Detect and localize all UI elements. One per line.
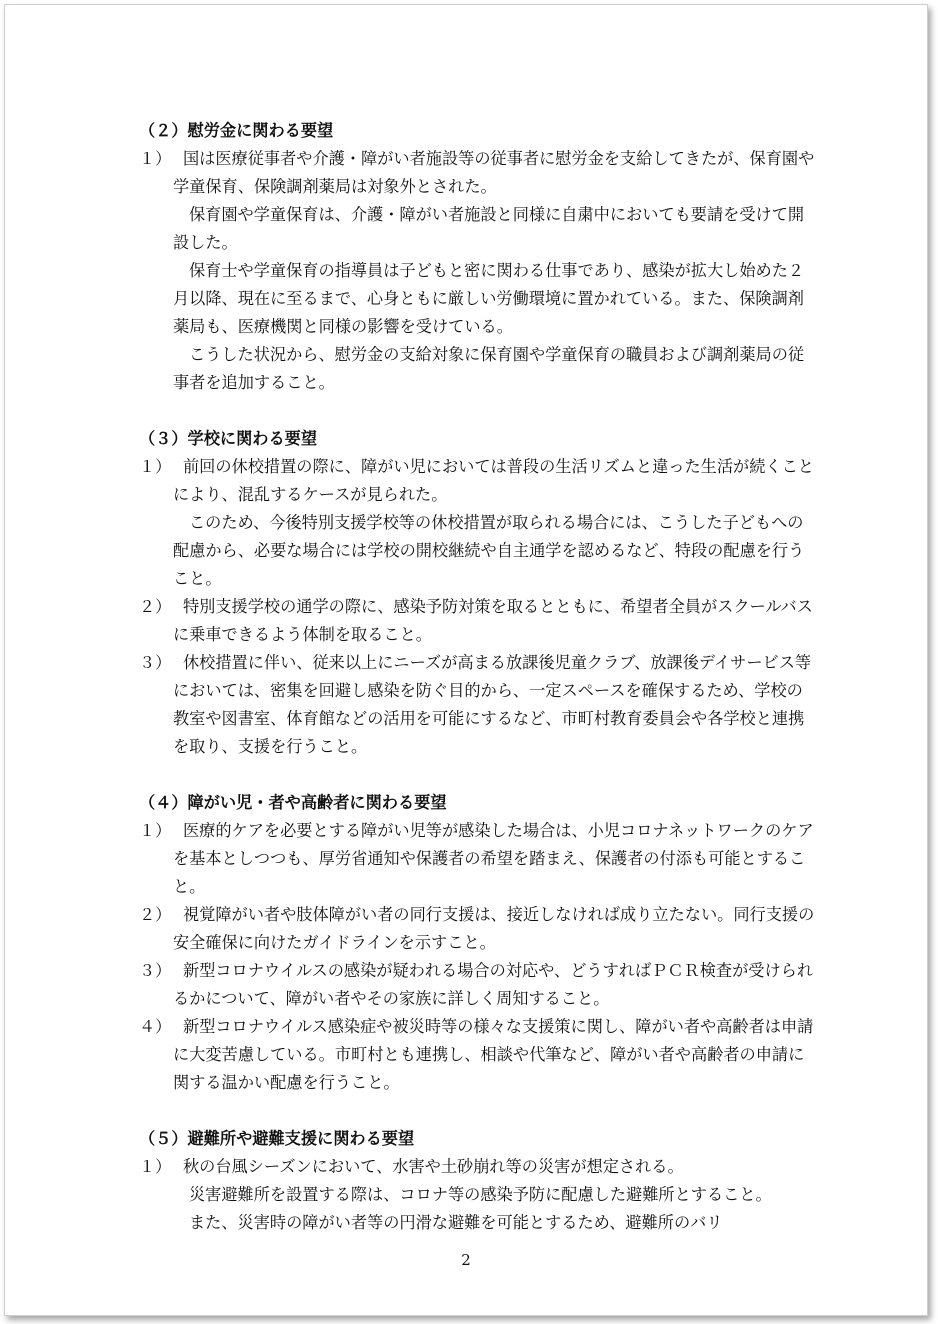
document-page	[4, 4, 928, 1316]
item-paragraph: 休校措置に伴い、従来以上にニーズが高まる放課後児童クラブ、放課後デイサービス等においては、密集を回避し感染を防ぐ目的から、一定スペースを確保するため、学校の教室や図書室、体育館などの活用を可能にするなど、市町村教育委員会や各学校と連携を取り、支援を行うこと。	[173, 653, 812, 756]
section-heading: （５）避難所や避難支援に関わる要望	[139, 1129, 415, 1148]
section	[139, 117, 819, 397]
item-paragraph: このため、今後特別支援学校等の休校措置が取られる場合には、こうした子どもへの配慮から、必要な場合には学校の開校継続や自主通学を認めるなど、特段の配慮を行うこと。	[173, 513, 805, 588]
item-number: １）	[139, 1157, 172, 1176]
item-number: ３）	[139, 961, 172, 980]
item-number: ２）	[139, 597, 172, 616]
list-item	[139, 1013, 819, 1097]
item-number: ３）	[139, 653, 172, 672]
section	[139, 789, 819, 1097]
list-item	[139, 957, 819, 1013]
item-number: １）	[139, 149, 172, 168]
section	[139, 425, 819, 761]
item-paragraph: 秋の台風シーズンにおいて、水害や土砂崩れ等の災害が想定される。	[183, 1157, 684, 1176]
section	[139, 1125, 819, 1237]
section-heading: （３）学校に関わる要望	[139, 429, 318, 448]
list-item	[139, 145, 819, 397]
list-item	[139, 453, 819, 593]
document-body	[139, 117, 819, 1265]
section-heading: （４）障がい児・者や高齢者に関わる要望	[139, 793, 447, 812]
item-paragraph: 国は医療従事者や介護・障がい者施設等の従事者に慰労金を支給してきたが、保育園や学童保育、保険調剤薬局は対象外とされた。	[173, 149, 815, 196]
item-paragraph: 新型コロナウイルス感染症や被災時等の様々な支援策に関し、障がい者や高齢者は申請に大変苦慮している。市町村とも連携し、相談や代筆など、障がい者や高齢者の申請に関する温かい配慮を行うこと。	[173, 1017, 814, 1092]
item-number: ２）	[139, 905, 172, 924]
item-paragraph: こうした状況から、慰労金の支給対象に保育園や学童保育の職員および調剤薬局の従事者を追加すること。	[173, 345, 805, 392]
item-paragraph: 前回の休校措置の際に、障がい児においては普段の生活リズムと違った生活が続くことにより、混乱するケースが見られた。	[173, 457, 814, 504]
item-paragraph: 保育士や学童保育の指導員は子どもと密に関わる仕事であり、感染が拡大し始めた２月以降、現在に至るまで、心身ともに厳しい労働環境に置かれている。また、保険調剤薬局も、医療機関と同様の影響を受けている。	[173, 261, 805, 336]
page-number: 2	[461, 1251, 471, 1269]
item-paragraph: 視覚障がい者や肢体障がい者の同行支援は、接近しなければ成り立たない。同行支援の安全確保に向けたガイドラインを示すこと。	[173, 905, 815, 952]
item-number: ４）	[139, 1017, 172, 1036]
item-paragraph: 新型コロナウイルスの感染が疑われる場合の対応や、どうすればＰＣＲ検査が受けられるかについて、障がい者やその家族に詳しく周知すること。	[173, 961, 814, 1008]
list-item	[139, 817, 819, 901]
list-item	[139, 649, 819, 761]
list-item	[139, 593, 819, 649]
list-item	[139, 901, 819, 957]
item-number: １）	[139, 821, 172, 840]
item-paragraph: 医療的ケアを必要とする障がい児等が感染した場合は、小児コロナネットワークのケアを基本としつつも、厚労省通知や保護者の希望を踏まえ、保護者の付添も可能とすること。	[173, 821, 814, 896]
list-item	[139, 1153, 819, 1237]
section-heading: （２）慰労金に関わる要望	[139, 121, 334, 140]
item-number: １）	[139, 457, 172, 476]
item-paragraph: また、災害時の障がい者等の円滑な避難を可能とするため、避難所のバリ	[189, 1213, 723, 1232]
item-paragraph: 特別支援学校の通学の際に、感染予防対策を取るとともに、希望者全員がスクールバスに乗車できるよう体制を取ること。	[173, 597, 813, 644]
item-paragraph: 災害避難所を設置する際は、コロナ等の感染予防に配慮した避難所とすること。	[189, 1185, 772, 1204]
item-paragraph: 保育園や学童保育は、介護・障がい者施設と同様に自粛中においても要請を受けて開設した。	[173, 205, 805, 252]
